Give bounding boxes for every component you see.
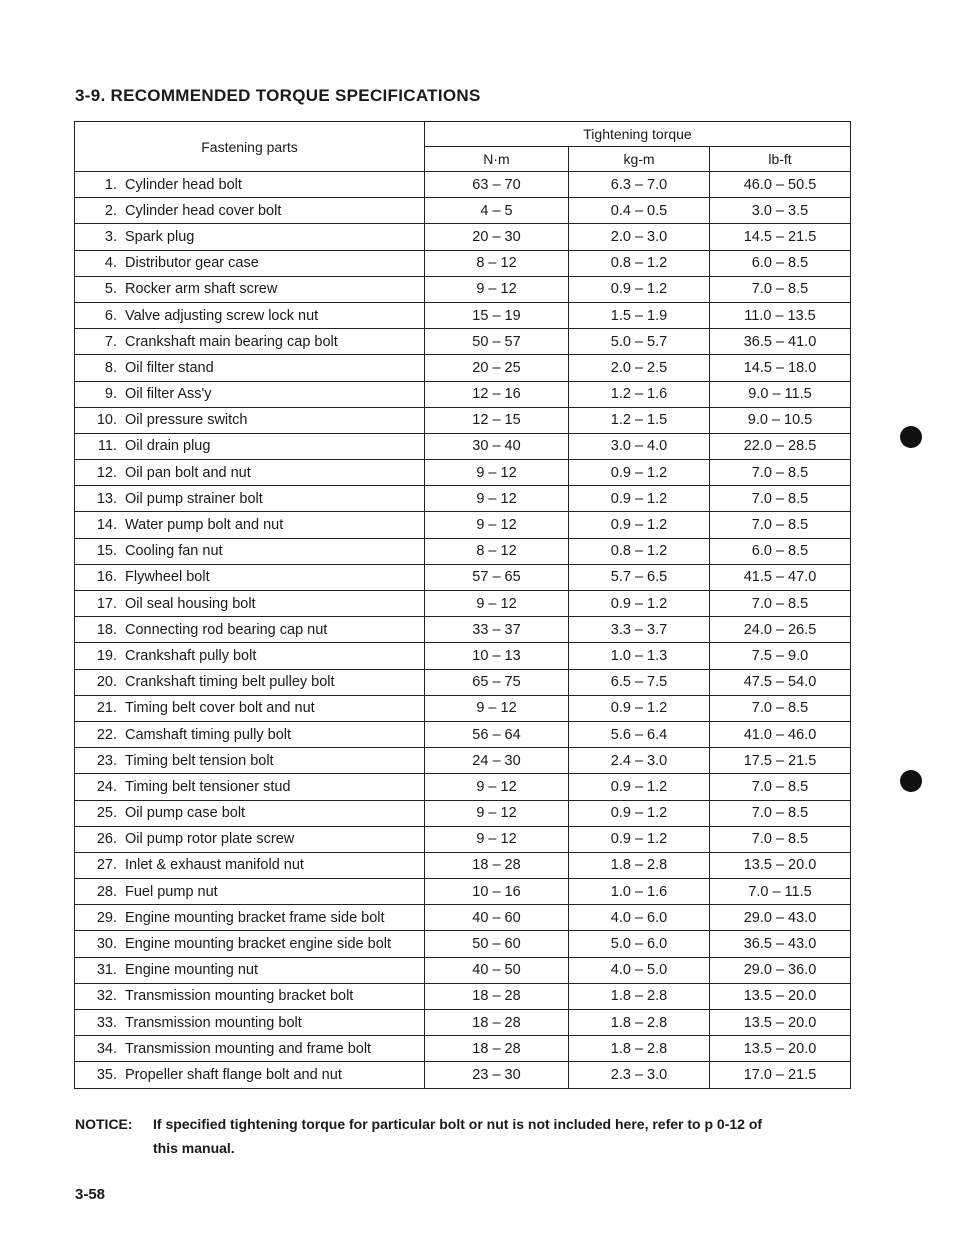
torque-nm-cell: 30 – 40 xyxy=(425,433,569,459)
part-name: Timing belt tensioner stud xyxy=(125,778,291,795)
row-number: 29. xyxy=(96,909,117,926)
table-row xyxy=(75,407,851,433)
torque-lbft-cell: 11.0 – 13.5 xyxy=(710,302,851,328)
torque-kgm-cell: 1.2 – 1.5 xyxy=(569,407,710,433)
torque-kgm-cell: 0.9 – 1.2 xyxy=(569,800,710,826)
torque-lbft-cell: 41.5 – 47.0 xyxy=(710,564,851,590)
fastening-part-cell xyxy=(75,1036,425,1062)
table-body xyxy=(75,172,851,1089)
table-row xyxy=(75,983,851,1009)
row-number: 32. xyxy=(96,988,117,1005)
fastening-part-cell xyxy=(75,852,425,878)
fastening-part-cell xyxy=(75,643,425,669)
table-row xyxy=(75,879,851,905)
fastening-part-cell xyxy=(75,800,425,826)
table-row xyxy=(75,329,851,355)
torque-kgm-cell: 1.8 – 2.8 xyxy=(569,1010,710,1036)
torque-nm-cell: 9 – 12 xyxy=(425,276,569,302)
fastening-part-cell xyxy=(75,957,425,983)
part-name: Camshaft timing pully bolt xyxy=(125,726,292,743)
row-number: 6. xyxy=(104,307,117,324)
part-name: Oil pump strainer bolt xyxy=(125,490,263,507)
torque-nm-cell: 18 – 28 xyxy=(425,1036,569,1062)
torque-lbft-cell: 7.0 – 8.5 xyxy=(710,695,851,721)
fastening-part-cell xyxy=(75,381,425,407)
torque-lbft-cell: 13.5 – 20.0 xyxy=(710,1010,851,1036)
fastening-part-cell xyxy=(75,669,425,695)
torque-lbft-cell: 14.5 – 21.5 xyxy=(710,224,851,250)
table-row xyxy=(75,1062,851,1088)
row-number: 15. xyxy=(96,543,117,560)
torque-lbft-cell: 36.5 – 41.0 xyxy=(710,329,851,355)
torque-kgm-cell: 4.0 – 6.0 xyxy=(569,905,710,931)
notice xyxy=(75,1112,875,1160)
torque-kgm-cell: 0.8 – 1.2 xyxy=(569,538,710,564)
row-number: 35. xyxy=(96,1066,117,1083)
torque-kgm-cell: 5.0 – 5.7 xyxy=(569,329,710,355)
binder-hole-mark xyxy=(900,426,922,448)
torque-lbft-cell: 7.0 – 8.5 xyxy=(710,512,851,538)
part-name: Oil pump case bolt xyxy=(125,805,246,822)
row-number: 10. xyxy=(96,412,117,429)
torque-nm-cell: 24 – 30 xyxy=(425,748,569,774)
row-number: 14. xyxy=(96,517,117,534)
part-name: Fuel pump nut xyxy=(125,883,218,900)
torque-nm-cell: 18 – 28 xyxy=(425,983,569,1009)
torque-lbft-cell: 17.0 – 21.5 xyxy=(710,1062,851,1088)
table-row xyxy=(75,302,851,328)
fastening-part-cell xyxy=(75,276,425,302)
notice-text-line2: this manual. xyxy=(153,1140,235,1156)
part-name: Transmission mounting bracket bolt xyxy=(125,988,354,1005)
fastening-part-cell xyxy=(75,1062,425,1088)
table-row xyxy=(75,224,851,250)
part-name: Oil pressure switch xyxy=(125,412,248,429)
header-tightening-torque: Tightening torque xyxy=(425,122,851,147)
part-name: Oil filter Ass'y xyxy=(125,386,212,403)
torque-nm-cell: 18 – 28 xyxy=(425,852,569,878)
part-name: Oil pump rotor plate screw xyxy=(125,831,295,848)
fastening-part-cell xyxy=(75,250,425,276)
part-name: Cylinder head cover bolt xyxy=(125,202,282,219)
row-number: 24. xyxy=(96,778,117,795)
table-row xyxy=(75,460,851,486)
torque-nm-cell: 15 – 19 xyxy=(425,302,569,328)
torque-nm-cell: 9 – 12 xyxy=(425,512,569,538)
torque-lbft-cell: 7.0 – 8.5 xyxy=(710,591,851,617)
table-row xyxy=(75,198,851,224)
table-row xyxy=(75,957,851,983)
torque-kgm-cell: 2.3 – 3.0 xyxy=(569,1062,710,1088)
torque-lbft-cell: 13.5 – 20.0 xyxy=(710,1036,851,1062)
table-row xyxy=(75,355,851,381)
row-number: 26. xyxy=(96,831,117,848)
row-number: 20. xyxy=(96,674,117,691)
fastening-part-cell xyxy=(75,433,425,459)
part-name: Crankshaft main bearing cap bolt xyxy=(125,333,338,350)
torque-nm-cell: 20 – 25 xyxy=(425,355,569,381)
torque-nm-cell: 33 – 37 xyxy=(425,617,569,643)
torque-nm-cell: 65 – 75 xyxy=(425,669,569,695)
row-number: 3. xyxy=(104,228,117,245)
torque-nm-cell: 50 – 60 xyxy=(425,931,569,957)
table-row xyxy=(75,276,851,302)
row-number: 33. xyxy=(96,1014,117,1031)
part-name: Crankshaft pully bolt xyxy=(125,647,257,664)
part-name: Cooling fan nut xyxy=(125,543,223,560)
row-number: 27. xyxy=(96,857,117,874)
torque-lbft-cell: 3.0 – 3.5 xyxy=(710,198,851,224)
torque-kgm-cell: 0.8 – 1.2 xyxy=(569,250,710,276)
torque-kgm-cell: 1.0 – 1.3 xyxy=(569,643,710,669)
torque-lbft-cell: 41.0 – 46.0 xyxy=(710,721,851,747)
torque-nm-cell: 23 – 30 xyxy=(425,1062,569,1088)
torque-nm-cell: 18 – 28 xyxy=(425,1010,569,1036)
part-name: Engine mounting bracket frame side bolt xyxy=(125,909,385,926)
row-number: 30. xyxy=(96,936,117,953)
row-number: 28. xyxy=(96,883,117,900)
torque-kgm-cell: 0.9 – 1.2 xyxy=(569,826,710,852)
notice-label: NOTICE: xyxy=(75,1116,133,1132)
torque-nm-cell: 12 – 16 xyxy=(425,381,569,407)
fastening-part-cell xyxy=(75,355,425,381)
row-number: 16. xyxy=(96,569,117,586)
row-number: 31. xyxy=(96,962,117,979)
table-row xyxy=(75,774,851,800)
part-name: Rocker arm shaft screw xyxy=(125,281,278,298)
torque-nm-cell: 63 – 70 xyxy=(425,172,569,198)
row-number: 9. xyxy=(104,386,117,403)
fastening-part-cell xyxy=(75,486,425,512)
fastening-part-cell xyxy=(75,905,425,931)
fastening-part-cell xyxy=(75,721,425,747)
torque-kgm-cell: 5.7 – 6.5 xyxy=(569,564,710,590)
table-row xyxy=(75,643,851,669)
fastening-part-cell xyxy=(75,512,425,538)
part-name: Propeller shaft flange bolt and nut xyxy=(125,1066,342,1083)
row-number: 22. xyxy=(96,726,117,743)
torque-kgm-cell: 0.9 – 1.2 xyxy=(569,460,710,486)
torque-lbft-cell: 7.5 – 9.0 xyxy=(710,643,851,669)
torque-lbft-cell: 46.0 – 50.5 xyxy=(710,172,851,198)
torque-kgm-cell: 1.2 – 1.6 xyxy=(569,381,710,407)
torque-lbft-cell: 7.0 – 8.5 xyxy=(710,486,851,512)
table-row xyxy=(75,695,851,721)
torque-lbft-cell: 17.5 – 21.5 xyxy=(710,748,851,774)
torque-nm-cell: 9 – 12 xyxy=(425,486,569,512)
torque-nm-cell: 8 – 12 xyxy=(425,250,569,276)
torque-nm-cell: 9 – 12 xyxy=(425,774,569,800)
fastening-part-cell xyxy=(75,695,425,721)
torque-nm-cell: 9 – 12 xyxy=(425,800,569,826)
torque-lbft-cell: 7.0 – 11.5 xyxy=(710,879,851,905)
fastening-part-cell xyxy=(75,879,425,905)
fastening-part-cell xyxy=(75,538,425,564)
part-name: Spark plug xyxy=(125,228,195,245)
part-name: Crankshaft timing belt pulley bolt xyxy=(125,674,335,691)
torque-lbft-cell: 47.5 – 54.0 xyxy=(710,669,851,695)
part-name: Oil filter stand xyxy=(125,359,214,376)
torque-lbft-cell: 13.5 – 20.0 xyxy=(710,983,851,1009)
fastening-part-cell xyxy=(75,460,425,486)
torque-nm-cell: 9 – 12 xyxy=(425,695,569,721)
torque-lbft-cell: 29.0 – 43.0 xyxy=(710,905,851,931)
table-row xyxy=(75,486,851,512)
part-name: Valve adjusting screw lock nut xyxy=(125,307,319,324)
torque-nm-cell: 9 – 12 xyxy=(425,826,569,852)
torque-kgm-cell: 3.0 – 4.0 xyxy=(569,433,710,459)
torque-kgm-cell: 0.9 – 1.2 xyxy=(569,591,710,617)
table-row xyxy=(75,931,851,957)
torque-nm-cell: 4 – 5 xyxy=(425,198,569,224)
torque-lbft-cell: 6.0 – 8.5 xyxy=(710,538,851,564)
torque-nm-cell: 9 – 12 xyxy=(425,460,569,486)
header-unit-kgm: kg-m xyxy=(569,147,710,172)
notice-text-line1: If specified tightening torque for particular bolt or nut is not included here, refer to p 0-12 of xyxy=(153,1116,763,1132)
row-number: 18. xyxy=(96,621,117,638)
table-row xyxy=(75,538,851,564)
torque-kgm-cell: 0.9 – 1.2 xyxy=(569,276,710,302)
part-name: Inlet & exhaust manifold nut xyxy=(125,857,304,874)
torque-lbft-cell: 7.0 – 8.5 xyxy=(710,800,851,826)
torque-nm-cell: 10 – 16 xyxy=(425,879,569,905)
fastening-part-cell xyxy=(75,564,425,590)
torque-lbft-cell: 36.5 – 43.0 xyxy=(710,931,851,957)
torque-kgm-cell: 6.5 – 7.5 xyxy=(569,669,710,695)
torque-kgm-cell: 0.4 – 0.5 xyxy=(569,198,710,224)
row-number: 34. xyxy=(96,1040,117,1057)
torque-nm-cell: 9 – 12 xyxy=(425,591,569,617)
part-name: Oil pan bolt and nut xyxy=(125,464,251,481)
row-number: 1. xyxy=(104,176,117,193)
torque-kgm-cell: 4.0 – 5.0 xyxy=(569,957,710,983)
fastening-part-cell xyxy=(75,774,425,800)
part-name: Connecting rod bearing cap nut xyxy=(125,621,328,638)
part-name: Transmission mounting and frame bolt xyxy=(125,1040,372,1057)
torque-kgm-cell: 0.9 – 1.2 xyxy=(569,774,710,800)
row-number: 7. xyxy=(104,333,117,350)
torque-nm-cell: 40 – 60 xyxy=(425,905,569,931)
row-number: 12. xyxy=(96,464,117,481)
part-name: Transmission mounting bolt xyxy=(125,1014,302,1031)
torque-lbft-cell: 7.0 – 8.5 xyxy=(710,276,851,302)
table-header-row xyxy=(75,122,851,147)
fastening-part-cell xyxy=(75,748,425,774)
row-number: 25. xyxy=(96,805,117,822)
fastening-part-cell xyxy=(75,931,425,957)
torque-kgm-cell: 3.3 – 3.7 xyxy=(569,617,710,643)
fastening-part-cell xyxy=(75,224,425,250)
torque-kgm-cell: 1.0 – 1.6 xyxy=(569,879,710,905)
fastening-part-cell xyxy=(75,329,425,355)
fastening-part-cell xyxy=(75,198,425,224)
torque-kgm-cell: 5.6 – 6.4 xyxy=(569,721,710,747)
row-number: 8. xyxy=(104,359,117,376)
row-number: 4. xyxy=(104,255,117,272)
table-row xyxy=(75,591,851,617)
torque-lbft-cell: 6.0 – 8.5 xyxy=(710,250,851,276)
table-row xyxy=(75,433,851,459)
fastening-part-cell xyxy=(75,1010,425,1036)
part-name: Oil seal housing bolt xyxy=(125,595,256,612)
table-row xyxy=(75,564,851,590)
torque-kgm-cell: 1.8 – 2.8 xyxy=(569,983,710,1009)
torque-kgm-cell: 2.4 – 3.0 xyxy=(569,748,710,774)
torque-lbft-cell: 9.0 – 11.5 xyxy=(710,381,851,407)
torque-kgm-cell: 1.8 – 2.8 xyxy=(569,852,710,878)
row-number: 5. xyxy=(104,281,117,298)
part-name: Flywheel bolt xyxy=(125,569,210,586)
part-name: Distributor gear case xyxy=(125,255,259,272)
table-row xyxy=(75,1036,851,1062)
table-row xyxy=(75,512,851,538)
torque-kgm-cell: 5.0 – 6.0 xyxy=(569,931,710,957)
part-name: Oil drain plug xyxy=(125,438,211,455)
table-row xyxy=(75,905,851,931)
part-name: Engine mounting nut xyxy=(125,962,259,979)
fastening-part-cell xyxy=(75,983,425,1009)
part-name: Timing belt cover bolt and nut xyxy=(125,700,315,717)
torque-kgm-cell: 2.0 – 2.5 xyxy=(569,355,710,381)
torque-lbft-cell: 9.0 – 10.5 xyxy=(710,407,851,433)
row-number: 11. xyxy=(97,438,117,455)
row-number: 2. xyxy=(104,202,117,219)
fastening-part-cell xyxy=(75,826,425,852)
torque-lbft-cell: 7.0 – 8.5 xyxy=(710,826,851,852)
row-number: 19. xyxy=(96,647,117,664)
torque-lbft-cell: 14.5 – 18.0 xyxy=(710,355,851,381)
page-title: 3-9. RECOMMENDED TORQUE SPECIFICATIONS xyxy=(75,86,481,105)
torque-nm-cell: 8 – 12 xyxy=(425,538,569,564)
table-row xyxy=(75,800,851,826)
part-name: Water pump bolt and nut xyxy=(125,517,284,534)
torque-lbft-cell: 13.5 – 20.0 xyxy=(710,852,851,878)
table-row xyxy=(75,826,851,852)
torque-lbft-cell: 24.0 – 26.5 xyxy=(710,617,851,643)
part-name: Engine mounting bracket engine side bolt xyxy=(125,936,392,953)
page-number: 3-58 xyxy=(75,1186,106,1203)
torque-kgm-cell: 1.5 – 1.9 xyxy=(569,302,710,328)
table-row xyxy=(75,617,851,643)
torque-spec-table xyxy=(74,121,851,1089)
torque-nm-cell: 56 – 64 xyxy=(425,721,569,747)
torque-lbft-cell: 22.0 – 28.5 xyxy=(710,433,851,459)
table-row xyxy=(75,748,851,774)
torque-kgm-cell: 0.9 – 1.2 xyxy=(569,486,710,512)
torque-nm-cell: 50 – 57 xyxy=(425,329,569,355)
torque-kgm-cell: 6.3 – 7.0 xyxy=(569,172,710,198)
torque-kgm-cell: 2.0 – 3.0 xyxy=(569,224,710,250)
torque-nm-cell: 40 – 50 xyxy=(425,957,569,983)
row-number: 21. xyxy=(96,700,117,717)
fastening-part-cell xyxy=(75,407,425,433)
header-unit-lbft: lb-ft xyxy=(710,147,851,172)
torque-lbft-cell: 7.0 – 8.5 xyxy=(710,460,851,486)
torque-nm-cell: 57 – 65 xyxy=(425,564,569,590)
fastening-part-cell xyxy=(75,591,425,617)
binder-hole-mark xyxy=(900,770,922,792)
torque-nm-cell: 20 – 30 xyxy=(425,224,569,250)
table-row xyxy=(75,852,851,878)
part-name: Cylinder head bolt xyxy=(125,176,242,193)
header-fastening-parts: Fastening parts xyxy=(75,122,425,172)
row-number: 13. xyxy=(96,490,117,507)
torque-kgm-cell: 0.9 – 1.2 xyxy=(569,512,710,538)
fastening-part-cell xyxy=(75,302,425,328)
header-unit-nm: N·m xyxy=(425,147,569,172)
table-row xyxy=(75,172,851,198)
table-row xyxy=(75,721,851,747)
torque-nm-cell: 10 – 13 xyxy=(425,643,569,669)
table-row xyxy=(75,669,851,695)
torque-kgm-cell: 0.9 – 1.2 xyxy=(569,695,710,721)
torque-lbft-cell: 7.0 – 8.5 xyxy=(710,774,851,800)
fastening-part-cell xyxy=(75,617,425,643)
torque-kgm-cell: 1.8 – 2.8 xyxy=(569,1036,710,1062)
torque-lbft-cell: 29.0 – 36.0 xyxy=(710,957,851,983)
table-row xyxy=(75,381,851,407)
table-row xyxy=(75,1010,851,1036)
row-number: 23. xyxy=(96,752,117,769)
table-row xyxy=(75,250,851,276)
torque-nm-cell: 12 – 15 xyxy=(425,407,569,433)
row-number: 17. xyxy=(96,595,117,612)
fastening-part-cell xyxy=(75,172,425,198)
part-name: Timing belt tension bolt xyxy=(125,752,274,769)
